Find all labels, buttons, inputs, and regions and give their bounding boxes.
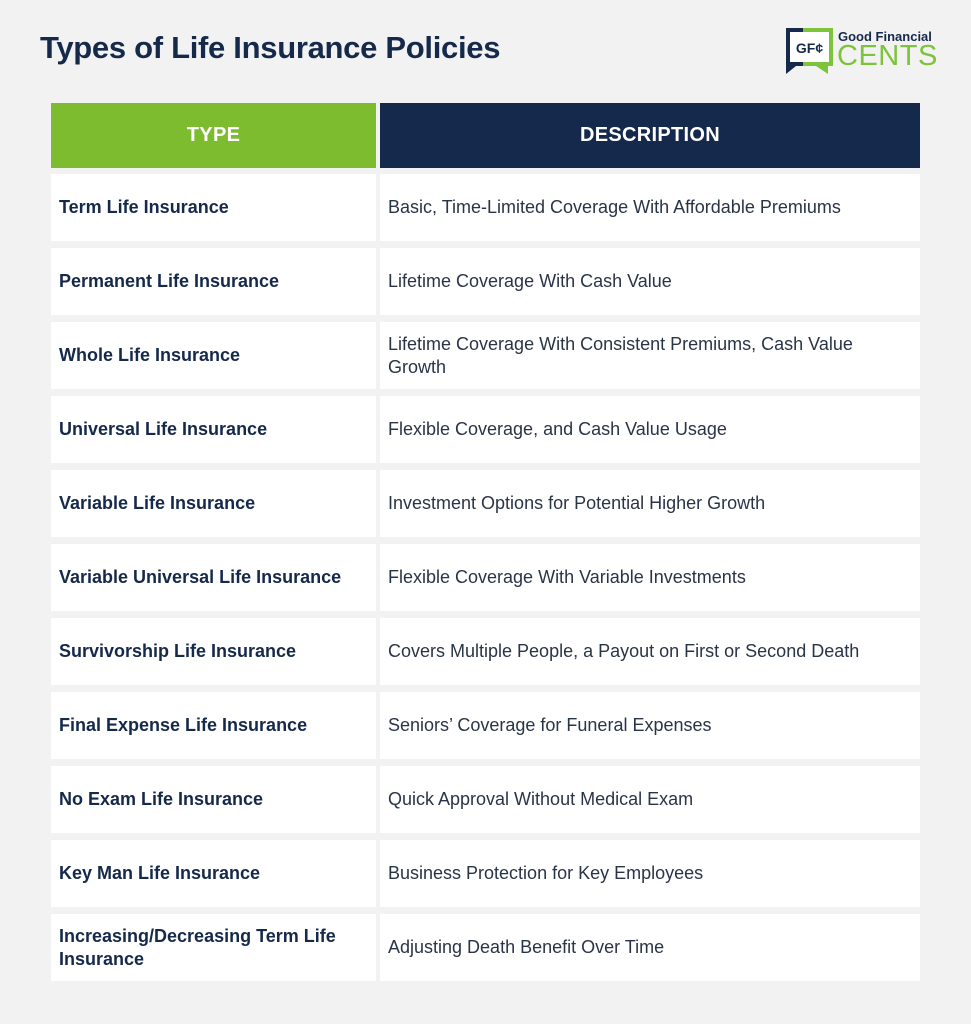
cell-type: Variable Life Insurance	[51, 470, 376, 537]
cell-type: Final Expense Life Insurance	[51, 692, 376, 759]
cell-description: Flexible Coverage, and Cash Value Usage	[380, 396, 920, 463]
logo	[786, 28, 938, 74]
table-row	[51, 692, 920, 759]
cell-type: Key Man Life Insurance	[51, 840, 376, 907]
logo-top-text: Good Financial	[838, 29, 932, 44]
logo-badge-text: GF¢	[795, 40, 824, 56]
table-header-row	[51, 103, 920, 168]
table-row	[51, 618, 920, 685]
cell-type: Increasing/Decreasing Term Life Insurance	[51, 914, 376, 981]
insurance-types-table	[51, 103, 920, 988]
logo-bottom-text: CENTS	[837, 40, 938, 72]
cell-description: Quick Approval Without Medical Exam	[380, 766, 920, 833]
table-row	[51, 248, 920, 315]
cell-description: Business Protection for Key Employees	[380, 840, 920, 907]
cell-type: Universal Life Insurance	[51, 396, 376, 463]
page-title: Types of Life Insurance Policies	[40, 30, 501, 65]
cell-type: Permanent Life Insurance	[51, 248, 376, 315]
cell-type: Whole Life Insurance	[51, 322, 376, 389]
header-type: TYPE	[51, 103, 376, 168]
table-row	[51, 840, 920, 907]
cell-description: Basic, Time-Limited Coverage With Affordable Premiums	[380, 174, 920, 241]
cell-description: Covers Multiple People, a Payout on First or Second Death	[380, 618, 920, 685]
cell-type: Variable Universal Life Insurance	[51, 544, 376, 611]
table-row	[51, 470, 920, 537]
table-row	[51, 766, 920, 833]
cell-description: Seniors’ Coverage for Funeral Expenses	[380, 692, 920, 759]
cell-description: Flexible Coverage With Variable Investments	[380, 544, 920, 611]
cell-description: Adjusting Death Benefit Over Time	[380, 914, 920, 981]
table-row	[51, 396, 920, 463]
table-row	[51, 914, 920, 981]
table-row	[51, 544, 920, 611]
table-row	[51, 322, 920, 389]
cell-type: Term Life Insurance	[51, 174, 376, 241]
table-body	[51, 174, 920, 981]
table-row	[51, 174, 920, 241]
logo-badge-icon	[786, 28, 834, 74]
cell-description: Lifetime Coverage With Cash Value	[380, 248, 920, 315]
header-description: DESCRIPTION	[380, 103, 920, 168]
cell-type: Survivorship Life Insurance	[51, 618, 376, 685]
cell-description: Lifetime Coverage With Consistent Premiums, Cash Value Growth	[380, 322, 920, 389]
cell-description: Investment Options for Potential Higher Growth	[380, 470, 920, 537]
cell-type: No Exam Life Insurance	[51, 766, 376, 833]
